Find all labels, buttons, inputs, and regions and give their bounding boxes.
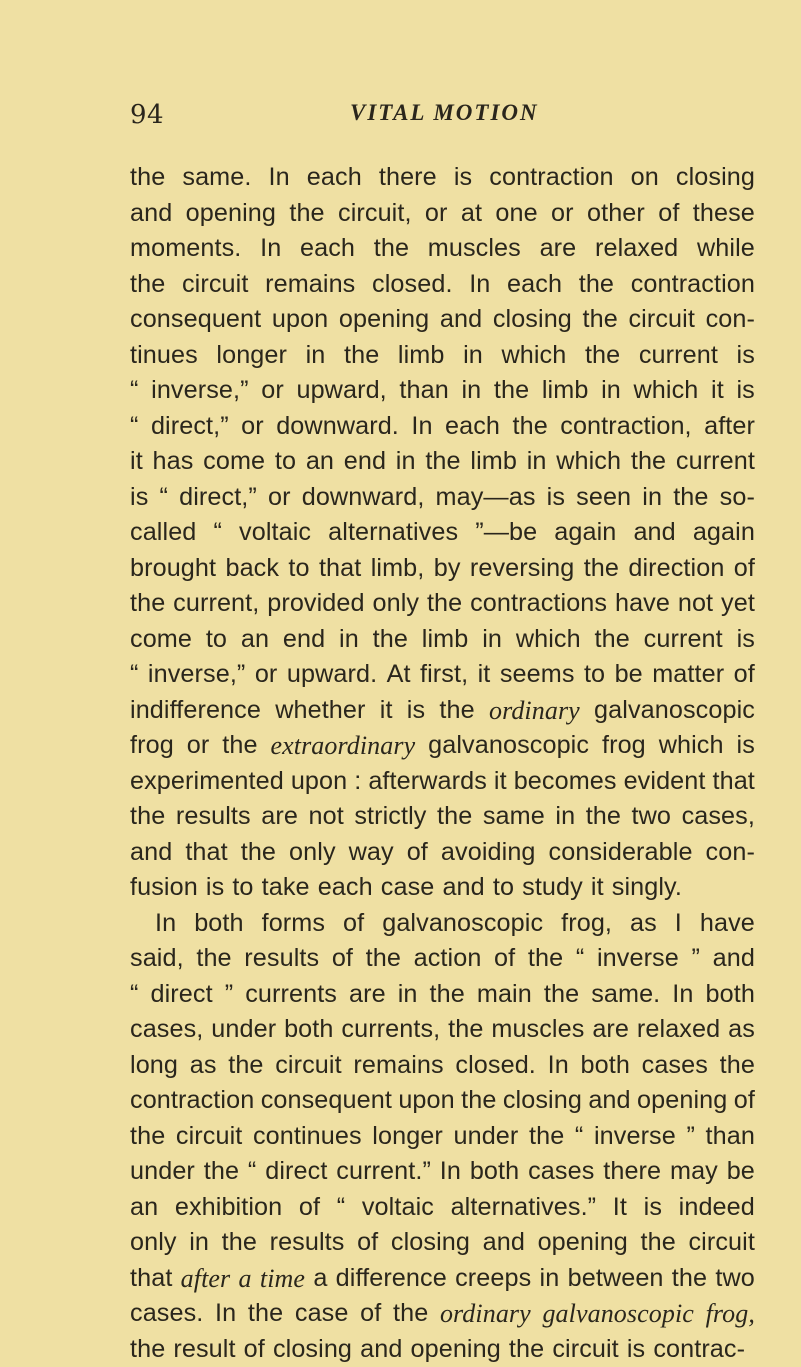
text-line: cases, under both currents, the muscles are relaxed as (130, 1012, 755, 1048)
page-number: 94 (130, 100, 164, 130)
text-line: moments. In each the muscles are relaxed while (130, 231, 755, 267)
text-line: long as the circuit remains closed. In both cases the (130, 1048, 755, 1084)
running-head: VITAL MOTION (350, 100, 539, 126)
text-line: and opening the circuit, or at one or other of these (130, 196, 755, 232)
text-line: under the “ direct current.” In both cases there may be (130, 1154, 755, 1190)
text-line: frog or the extraordinary galvanoscopic frog which is (130, 728, 755, 764)
text-line: “ direct ” currents are in the main the same. In both (130, 977, 755, 1013)
text-line: the same. In each there is contraction on closing (130, 160, 755, 196)
text-line: In both forms of galvanoscopic frog, as I have (130, 906, 755, 942)
text-line: it has come to an end in the limb in which the current (130, 444, 755, 480)
text-line: the circuit remains closed. In each the contraction (130, 267, 755, 303)
text-line: the current, provided only the contractions have not yet (130, 586, 755, 622)
text-line: indifference whether it is the ordinary galvanoscopic (130, 693, 755, 729)
text-line: experimented upon : afterwards it becomes evident that (130, 764, 755, 800)
text-line: an exhibition of “ voltaic alternatives.” It is indeed (130, 1190, 755, 1226)
text-line: “ direct,” or downward. In each the contraction, after (130, 409, 755, 445)
text-line: contraction consequent upon the closing and opening of (130, 1083, 755, 1119)
page-header (130, 100, 670, 140)
text-line: only in the results of closing and opening the circuit (130, 1225, 755, 1261)
text-line: the circuit continues longer under the “ inverse ” than (130, 1119, 755, 1155)
text-line: the results are not strictly the same in the two cases, (130, 799, 755, 835)
text-line: the result of closing and opening the circuit is contrac- (130, 1332, 755, 1367)
text-line: “ inverse,” or upward, than in the limb in which it is (130, 373, 755, 409)
text-line: tinues longer in the limb in which the current is (130, 338, 755, 374)
text-line: said, the results of the action of the “ inverse ” and (130, 941, 755, 977)
text-line: fusion is to take each case and to study it singly. (130, 870, 755, 906)
text-line: come to an end in the limb in which the current is (130, 622, 755, 658)
text-line: cases. In the case of the ordinary galvanoscopic frog, (130, 1296, 755, 1332)
body-text (130, 160, 755, 1367)
text-line: “ inverse,” or upward. At first, it seems to be matter of (130, 657, 755, 693)
text-line: that after a time a difference creeps in between the two (130, 1261, 755, 1297)
text-line: is “ direct,” or downward, may—as is seen in the so- (130, 480, 755, 516)
text-line: brought back to that limb, by reversing the direction of (130, 551, 755, 587)
text-line: consequent upon opening and closing the circuit con- (130, 302, 755, 338)
text-line: and that the only way of avoiding considerable con- (130, 835, 755, 871)
text-line: called “ voltaic alternatives ”—be again and again (130, 515, 755, 551)
